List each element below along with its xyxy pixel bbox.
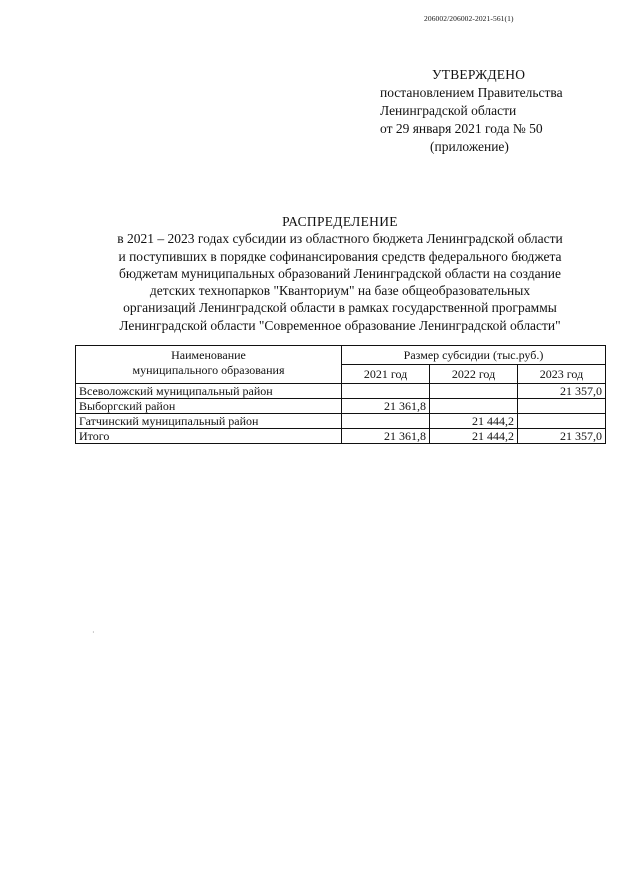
table-header-row	[76, 346, 606, 365]
distribution-line: бюджетам муниципальных образований Ленинградской области на создание	[118, 265, 561, 281]
approval-line-1: постановлением Правительства	[380, 85, 563, 100]
distribution-line: организаций Ленинградской области в рамках государственной программы	[123, 300, 557, 316]
table-total-row	[76, 429, 606, 444]
distribution-heading	[60, 213, 620, 334]
row-municipality-name: Всеволожский муниципальный район	[76, 384, 342, 399]
approval-line-3: от 29 января 2021 года № 50	[380, 121, 543, 136]
distribution-line: и поступивших в порядке софинансирования средств федерального бюджета	[118, 248, 562, 264]
table-row	[76, 414, 606, 429]
approval-line-2: Ленинградской области	[380, 103, 517, 118]
cell-total-2022: 21 444,2	[430, 429, 518, 444]
document-id: 206002/206002-2021-561(1)	[424, 14, 514, 23]
row-municipality-name: Выборгский район	[76, 399, 342, 414]
cell-2021: 21 361,8	[342, 399, 430, 414]
cell-2023	[518, 414, 606, 429]
row-total-label: Итого	[76, 429, 342, 444]
table-row	[76, 399, 606, 414]
cell-2022	[430, 384, 518, 399]
approval-line-4: (приложение)	[430, 139, 509, 154]
cell-2021	[342, 414, 430, 429]
distribution-title: РАСПРЕДЕЛЕНИЕ	[282, 214, 398, 229]
scan-artifact-mark: ·	[92, 628, 95, 637]
header-year-2022: 2022 год	[430, 365, 518, 384]
cell-2022	[430, 399, 518, 414]
cell-total-2023: 21 357,0	[518, 429, 606, 444]
cell-2023	[518, 399, 606, 414]
distribution-line: Ленинградской области "Современное образование Ленинградской области"	[119, 317, 561, 333]
header-year-2023: 2023 год	[518, 365, 606, 384]
cell-total-2021: 21 361,8	[342, 429, 430, 444]
approval-title: УТВЕРЖДЕНО	[432, 67, 526, 82]
distribution-line: в 2021 – 2023 годах субсидии из областного бюджета Ленинградской области	[117, 231, 563, 247]
cell-2021	[342, 384, 430, 399]
header-municipality-line-1: Наименование	[171, 348, 246, 362]
distribution-line: детских технопарков "Кванториум" на базе общеобразовательных	[149, 283, 531, 299]
row-municipality-name: Гатчинский муниципальный район	[76, 414, 342, 429]
header-subsidy-size: Размер субсидии (тыс.руб.)	[342, 346, 606, 365]
approval-stamp	[380, 66, 600, 156]
cell-2022: 21 444,2	[430, 414, 518, 429]
subsidy-table	[75, 345, 606, 444]
header-year-2021: 2021 год	[342, 365, 430, 384]
table-row	[76, 384, 606, 399]
header-municipality-line-2: муниципального образования	[132, 363, 285, 377]
header-municipality	[76, 346, 342, 384]
cell-2023: 21 357,0	[518, 384, 606, 399]
